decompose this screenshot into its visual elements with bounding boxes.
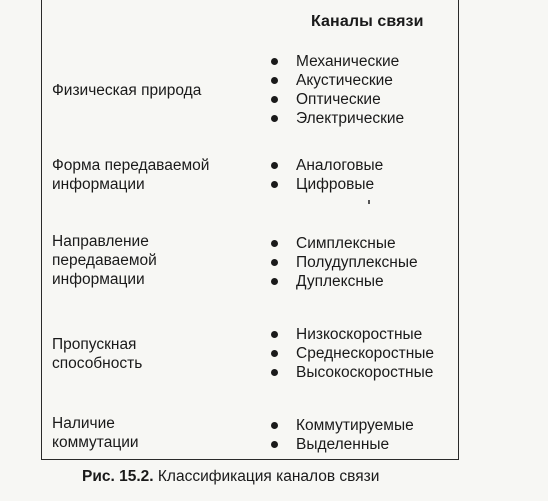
print-speck — [368, 200, 370, 204]
bullet-icon — [271, 331, 278, 338]
bullet-icon — [271, 259, 278, 266]
items-switching — [269, 416, 414, 454]
caption-label: Рис. 15.2. — [82, 468, 154, 485]
list-item — [269, 272, 418, 291]
list-item — [269, 175, 383, 194]
list-item — [269, 109, 404, 128]
item-label: Коммутируемые — [296, 417, 414, 434]
list-item — [269, 363, 434, 382]
category-bandwidth — [52, 335, 237, 373]
list-item — [269, 156, 383, 175]
category-switching — [52, 414, 237, 452]
item-label: Механические — [296, 53, 400, 70]
list-item — [269, 52, 404, 71]
item-label: Выделенные — [296, 436, 390, 453]
category-line: информации — [52, 176, 145, 193]
list-item — [269, 435, 414, 454]
list-item — [269, 90, 404, 109]
category-transmission-direction — [52, 232, 237, 289]
category-physical-nature — [52, 81, 237, 100]
bullet-icon — [271, 58, 278, 65]
item-label: Дуплексные — [296, 273, 384, 290]
figure-caption — [82, 468, 379, 486]
items-information-form — [269, 156, 383, 194]
category-line: Физическая природа — [52, 82, 202, 99]
item-label: Низкоскоростные — [296, 326, 423, 343]
items-transmission-direction — [269, 234, 418, 291]
item-label: Среднескоростные — [296, 345, 435, 362]
table-header: Каналы связи — [311, 13, 424, 30]
item-label: Симплексные — [296, 235, 396, 252]
caption-text: Классификация каналов связи — [157, 468, 380, 485]
category-line: коммутации — [52, 434, 139, 451]
category-line: Пропускная — [52, 336, 137, 353]
item-label: Аналоговые — [296, 157, 384, 174]
bullet-icon — [271, 96, 278, 103]
bullet-icon — [271, 181, 278, 188]
item-label: Электрические — [296, 110, 405, 127]
list-item — [269, 344, 434, 363]
list-item — [269, 416, 414, 435]
item-label: Цифровые — [296, 176, 375, 193]
category-line: передаваемой — [52, 252, 157, 269]
bullet-icon — [271, 115, 278, 122]
items-bandwidth — [269, 325, 434, 382]
bullet-icon — [271, 162, 278, 169]
bullet-icon — [271, 422, 278, 429]
bullet-icon — [271, 240, 278, 247]
category-line: Направление — [52, 233, 149, 250]
category-line: информации — [52, 271, 145, 288]
bullet-icon — [271, 350, 278, 357]
bullet-icon — [271, 369, 278, 376]
category-line: Форма передаваемой — [52, 157, 210, 174]
item-label: Высокоскоростные — [296, 364, 434, 381]
item-label: Оптические — [296, 91, 381, 108]
items-physical-nature — [269, 52, 404, 128]
bullet-icon — [271, 77, 278, 84]
bullet-icon — [271, 278, 278, 285]
category-line: способность — [52, 355, 143, 372]
category-information-form — [52, 156, 237, 194]
category-line: Наличие — [52, 415, 115, 432]
list-item — [269, 71, 404, 90]
list-item — [269, 253, 418, 272]
item-label: Полудуплексные — [296, 254, 418, 271]
list-item — [269, 234, 418, 253]
item-label: Акустические — [296, 72, 393, 89]
list-item — [269, 325, 434, 344]
bullet-icon — [271, 441, 278, 448]
